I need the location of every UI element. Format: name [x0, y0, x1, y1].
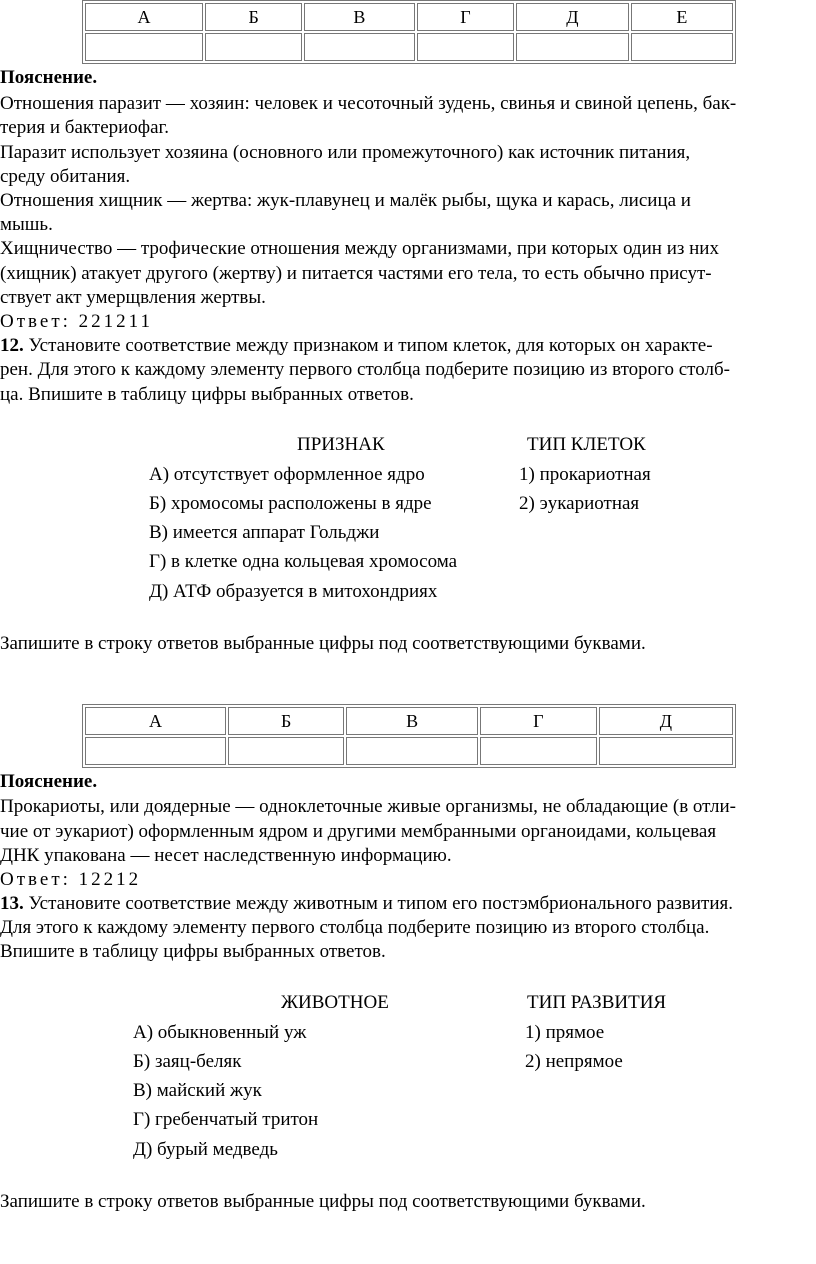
list-item: В) имеется аппарат Гольджи: [149, 522, 380, 543]
list-item: Г) в клетке одна кольцевая хромосома: [149, 551, 458, 572]
explanation-line: ДНК упакована — несет наследственную информацию.: [0, 845, 452, 866]
table-header-cell: Б: [228, 707, 344, 735]
list-item: Д) бурый медведь: [133, 1139, 278, 1160]
table-row-answers: [85, 737, 733, 765]
explanation-line: Хищничество — трофические отношения между организмами, при которых один из них: [0, 238, 719, 259]
column-header: ПРИЗНАК: [297, 434, 385, 455]
list-item: 1) прямое: [525, 1022, 605, 1043]
explanation-title: Пояснение.: [0, 67, 98, 88]
table-header-cell: А: [85, 3, 203, 31]
list-item: А) отсутствует оформленное ядро: [149, 464, 425, 485]
column-header: ТИП РАЗВИТИЯ: [527, 992, 667, 1013]
list-item: 2) эукариотная: [519, 493, 640, 514]
list-item: Г) гребенчатый тритон: [133, 1109, 319, 1130]
explanation-line: терия и бактериофаг.: [0, 117, 169, 138]
table-row-answers: [85, 33, 733, 61]
explanation-line: Прокариоты, или доядерные — одноклеточные живые организмы, не обладающие (в отли-: [0, 796, 736, 817]
table-header-cell: А: [85, 707, 226, 735]
table-header-cell: Д: [516, 3, 628, 31]
answer-table-11: [82, 0, 736, 64]
column-header: ЖИВОТНОЕ: [281, 992, 389, 1013]
answer-cell[interactable]: [228, 737, 344, 765]
table-header-cell: Б: [205, 3, 302, 31]
answer-cell[interactable]: [205, 33, 302, 61]
question-number: 13.: [0, 893, 24, 914]
list-item: Б) хромосомы расположены в ядре: [149, 493, 432, 514]
list-item: 2) непрямое: [525, 1051, 623, 1072]
table-header-cell: Е: [631, 3, 733, 31]
table-row-letters: [85, 707, 733, 735]
explanation-line: Паразит использует хозяина (основного или промежуточного) как источник питания,: [0, 142, 691, 163]
answer-cell[interactable]: [417, 33, 515, 61]
list-item: В) майский жук: [133, 1080, 262, 1101]
explanation-line: (хищник) атакует другого (жертву) и питается частями его тела, то есть обычно присут-: [0, 263, 712, 284]
table-header-cell: Г: [480, 707, 597, 735]
answer-cell[interactable]: [599, 737, 733, 765]
table-header-cell: Д: [599, 707, 733, 735]
table-header-cell: В: [346, 707, 478, 735]
question-text: Установите соответствие между признаком и типом клеток, для которых он характе-: [23, 335, 713, 356]
question-13-line: Впишите в таблицу цифры выбранных ответов.: [0, 941, 386, 962]
answer-cell[interactable]: [346, 737, 478, 765]
explanation-line: чие от эукариот) оформленным ядром и другими мембранными органоидами, кольцевая: [0, 821, 717, 842]
answer-text: Ответ: 221211: [0, 311, 153, 332]
answer-text: Ответ: 12212: [0, 869, 142, 890]
list-item: Д) АТФ образуется в митохондриях: [149, 581, 438, 602]
list-item: 1) прокариотная: [519, 464, 651, 485]
list-item: Б) заяц-беляк: [133, 1051, 242, 1072]
question-12-line: ца. Впишите в таблицу цифры выбранных ответов.: [0, 384, 414, 405]
question-13-line: Для этого к каждому элементу первого столбца подберите позицию из второго столбца.: [0, 917, 710, 938]
question-text: Установите соответствие между животным и типом его постэмбрионального развития.: [23, 893, 733, 914]
answer-cell[interactable]: [85, 737, 226, 765]
answer-cell[interactable]: [304, 33, 414, 61]
explanation-line: Отношения паразит — хозяин: человек и чесоточный зудень, свинья и свиной цепень, бак-: [0, 93, 737, 114]
question-number: 12.: [0, 335, 24, 356]
answer-cell[interactable]: [516, 33, 628, 61]
column-header: ТИП КЛЕТОК: [527, 434, 646, 455]
question-12-line: [0, 334, 713, 358]
answer-cell[interactable]: [85, 33, 203, 61]
table-header-cell: В: [304, 3, 414, 31]
explanation-line: Отношения хищник — жертва: жук-плавунец и малёк рыбы, щука и карась, лисица и: [0, 190, 691, 211]
answer-table-12: [82, 704, 736, 768]
question-12-line: рен. Для этого к каждому элементу первого столбца подберите позицию из второго столб-: [0, 359, 730, 380]
question-13-line: [0, 892, 733, 916]
table-header-cell: Г: [417, 3, 515, 31]
table-row-letters: [85, 3, 733, 31]
explanation-line: среду обитания.: [0, 166, 131, 187]
explanation-title: Пояснение.: [0, 771, 98, 792]
instruction-text: Запишите в строку ответов выбранные цифры под соответствующими буквами.: [0, 633, 646, 654]
answer-cell[interactable]: [631, 33, 733, 61]
answer-cell[interactable]: [480, 737, 597, 765]
instruction-text: Запишите в строку ответов выбранные цифры под соответствующими буквами.: [0, 1191, 646, 1212]
explanation-line: мышь.: [0, 214, 53, 235]
explanation-line: ствует акт умерщвления жертвы.: [0, 287, 266, 308]
list-item: А) обыкновенный уж: [133, 1022, 307, 1043]
